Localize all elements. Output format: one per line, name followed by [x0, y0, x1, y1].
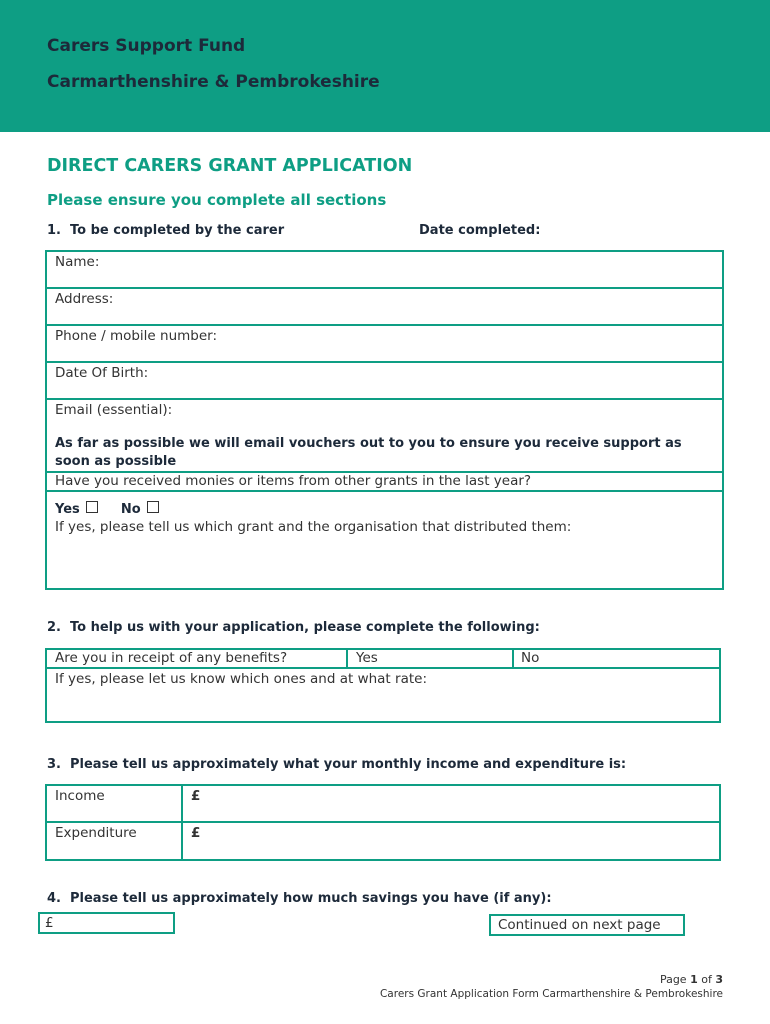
- continued-text: Continued on next page: [498, 917, 661, 933]
- divider: [181, 784, 183, 861]
- form-name: Carers Grant Application Form Carmarthenshire & Pembrokeshire: [379, 988, 723, 1000]
- yes-no-options: [55, 501, 159, 517]
- benefits-yes-option[interactable]: Yes: [356, 650, 378, 666]
- savings-field[interactable]: [38, 912, 175, 934]
- phone-field[interactable]: Phone / mobile number:: [55, 328, 218, 344]
- section-3-heading: 3. Please tell us approximately what your monthly income and expenditure is:: [47, 757, 627, 772]
- yes-label: Yes: [55, 502, 80, 517]
- expenditure-label: Expenditure: [55, 825, 137, 841]
- page-number: Page 1 of 3: [659, 973, 723, 986]
- benefits-question: Are you in receipt of any benefits?: [55, 650, 288, 666]
- email-field[interactable]: Email (essential):: [55, 402, 173, 418]
- divider: [45, 667, 721, 669]
- section-4-heading: 4. Please tell us approximately how much savings you have (if any):: [47, 891, 552, 906]
- divider: [45, 324, 724, 326]
- divider: [45, 287, 724, 289]
- name-field[interactable]: Name:: [55, 254, 100, 270]
- grants-followup-field[interactable]: If yes, please tell us which grant and the organisation that distributed them:: [55, 519, 572, 535]
- page-title: DIRECT CARERS GRANT APPLICATION: [47, 156, 413, 176]
- carer-details-box: [45, 250, 724, 590]
- yes-checkbox[interactable]: [86, 501, 98, 513]
- other-grants-question: Have you received monies or items from other grants in the last year?: [55, 473, 532, 489]
- divider: [45, 490, 724, 492]
- section-1-heading: 1. To be completed by the carer: [47, 223, 285, 238]
- page-subtitle: Please ensure you complete all sections: [47, 191, 387, 209]
- savings-currency: £: [45, 915, 54, 931]
- address-field[interactable]: Address:: [55, 291, 114, 307]
- date-completed-label: Date completed:: [419, 223, 541, 238]
- divider: [346, 648, 348, 668]
- header-band: [0, 0, 770, 132]
- benefits-no-option[interactable]: No: [521, 650, 540, 666]
- divider: [45, 361, 724, 363]
- fund-name: Carers Support Fund: [47, 36, 246, 56]
- region-name: Carmarthenshire & Pembrokeshire: [47, 72, 380, 92]
- no-label: No: [120, 502, 141, 517]
- expenditure-field[interactable]: £: [191, 825, 201, 841]
- continued-box: [489, 914, 685, 936]
- divider: [45, 821, 721, 823]
- no-checkbox[interactable]: [147, 501, 159, 513]
- email-note: As far as possible we will email vouchers out to you to ensure you receive support as soon as possible: [55, 436, 682, 469]
- income-field[interactable]: £: [191, 788, 201, 804]
- dob-field[interactable]: Date Of Birth:: [55, 365, 149, 381]
- section-2-heading: 2. To help us with your application, please complete the following:: [47, 620, 540, 635]
- benefits-followup-field[interactable]: If yes, please let us know which ones and at what rate:: [55, 671, 427, 687]
- divider: [45, 398, 724, 400]
- income-label: Income: [55, 788, 105, 804]
- divider: [512, 648, 514, 668]
